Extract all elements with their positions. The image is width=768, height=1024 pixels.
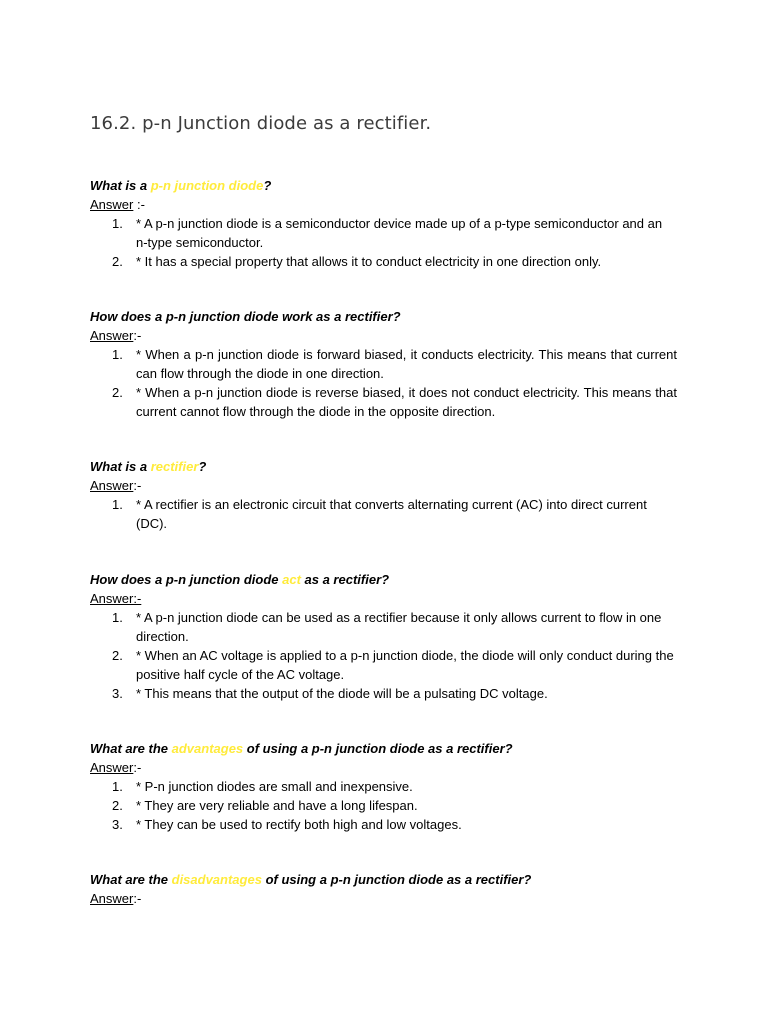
highlighted-term: advantages (171, 741, 244, 756)
question-heading (90, 307, 680, 326)
list-item-text: * A rectifier is an electronic circuit that converts alternating current (AC) into direct current (DC). (136, 497, 647, 531)
list-number: 1. (112, 216, 123, 231)
answer-label (90, 195, 680, 214)
answer-word: Answer (90, 328, 134, 343)
list-item-text: * When a p-n junction diode is reverse biased, it does not conduct electricity. This means that current cannot flow through the diode in the opposite direction. (136, 385, 677, 419)
question-text: How does a p-n junction diode (90, 572, 283, 587)
answer-suffix: :- (133, 197, 145, 212)
answer-suffix: :- (133, 760, 142, 775)
list-number: 3. (112, 686, 123, 701)
list-number: 1. (112, 779, 123, 794)
question-text: as a rectifier? (300, 572, 390, 587)
list-number: 1. (112, 497, 123, 512)
answer-word: Answer (90, 478, 134, 493)
list-item-text: * This means that the output of the diode will be a pulsating DC voltage. (136, 686, 548, 701)
list-item (90, 214, 677, 252)
list-item (90, 815, 677, 834)
list-item (90, 495, 677, 533)
question-text: What is a (90, 178, 151, 193)
list-item-text: * It has a special property that allows it to conduct electricity in one direction only. (136, 254, 602, 269)
list-number: 2. (112, 648, 123, 663)
answer-word: Answer (90, 760, 134, 775)
list-item (90, 796, 677, 815)
list-number: 1. (112, 610, 123, 625)
answer-word: Answer (90, 197, 134, 212)
answer-list (90, 495, 680, 533)
list-number: 3. (112, 817, 123, 832)
question-text: What are the (90, 872, 172, 887)
list-number: 2. (112, 254, 123, 269)
answer-suffix: :- (133, 478, 142, 493)
qa-section (90, 176, 680, 271)
list-item-text: * A p-n junction diode can be used as a rectifier because it only allows current to flow in one direction. (136, 610, 662, 644)
question-heading (90, 176, 680, 195)
answer-label (90, 758, 680, 777)
highlighted-term: rectifier (150, 459, 199, 474)
list-item (90, 345, 677, 383)
question-heading (90, 870, 680, 889)
list-item-text: * They are very reliable and have a long lifespan. (136, 798, 418, 813)
answer-word: Answer (90, 891, 134, 906)
list-number: 2. (112, 798, 123, 813)
highlighted-term: disadvantages (171, 872, 262, 887)
qa-section (90, 870, 680, 908)
list-item (90, 608, 677, 646)
answer-list (90, 214, 680, 271)
question-text: ? (263, 178, 272, 193)
answer-label (90, 326, 680, 345)
list-item-text: * They can be used to rectify both high and low voltages. (136, 817, 462, 832)
question-text: of using a p-n junction diode as a rectifier? (243, 741, 513, 756)
qa-section (90, 457, 680, 533)
list-item (90, 777, 677, 796)
answer-list (90, 777, 680, 834)
highlighted-term: p-n junction diode (150, 178, 264, 193)
list-item (90, 684, 677, 703)
list-item (90, 383, 677, 421)
answer-label (90, 476, 680, 495)
list-item-text: * A p-n junction diode is a semiconductor device made up of a p-type semiconductor and an n-type semiconductor. (136, 216, 663, 250)
list-item-text: * P-n junction diodes are small and inexpensive. (136, 779, 413, 794)
question-text: of using a p-n junction diode as a rectifier? (261, 872, 532, 887)
highlighted-term: act (282, 572, 301, 587)
question-heading (90, 739, 680, 758)
qa-section (90, 739, 680, 834)
question-text: What are the (90, 741, 172, 756)
list-item-text: * When a p-n junction diode is forward biased, it conducts electricity. This means that current can flow through the diode in one direction. (136, 347, 677, 381)
question-text: How does a p-n junction diode work as a rectifier? (90, 309, 401, 324)
list-number: 2. (112, 385, 123, 400)
question-heading (90, 570, 680, 589)
qa-section (90, 570, 680, 703)
qa-section (90, 307, 680, 421)
answer-list (90, 345, 680, 421)
answer-list (90, 608, 680, 703)
list-item-text: * When an AC voltage is applied to a p-n junction diode, the diode will only conduct during the positive half cycle of the AC voltage. (136, 648, 674, 682)
question-text: What is a (90, 459, 151, 474)
answer-word: Answer:- (90, 591, 142, 606)
list-item (90, 646, 677, 684)
question-text: ? (198, 459, 207, 474)
question-heading (90, 457, 680, 476)
answer-suffix: :- (133, 328, 142, 343)
page-title: 16.2. p-n Junction diode as a rectifier. (90, 113, 432, 134)
list-number: 1. (112, 347, 123, 362)
answer-label (90, 889, 680, 908)
list-item (90, 252, 677, 271)
answer-label (90, 589, 680, 608)
answer-suffix: :- (133, 891, 142, 906)
